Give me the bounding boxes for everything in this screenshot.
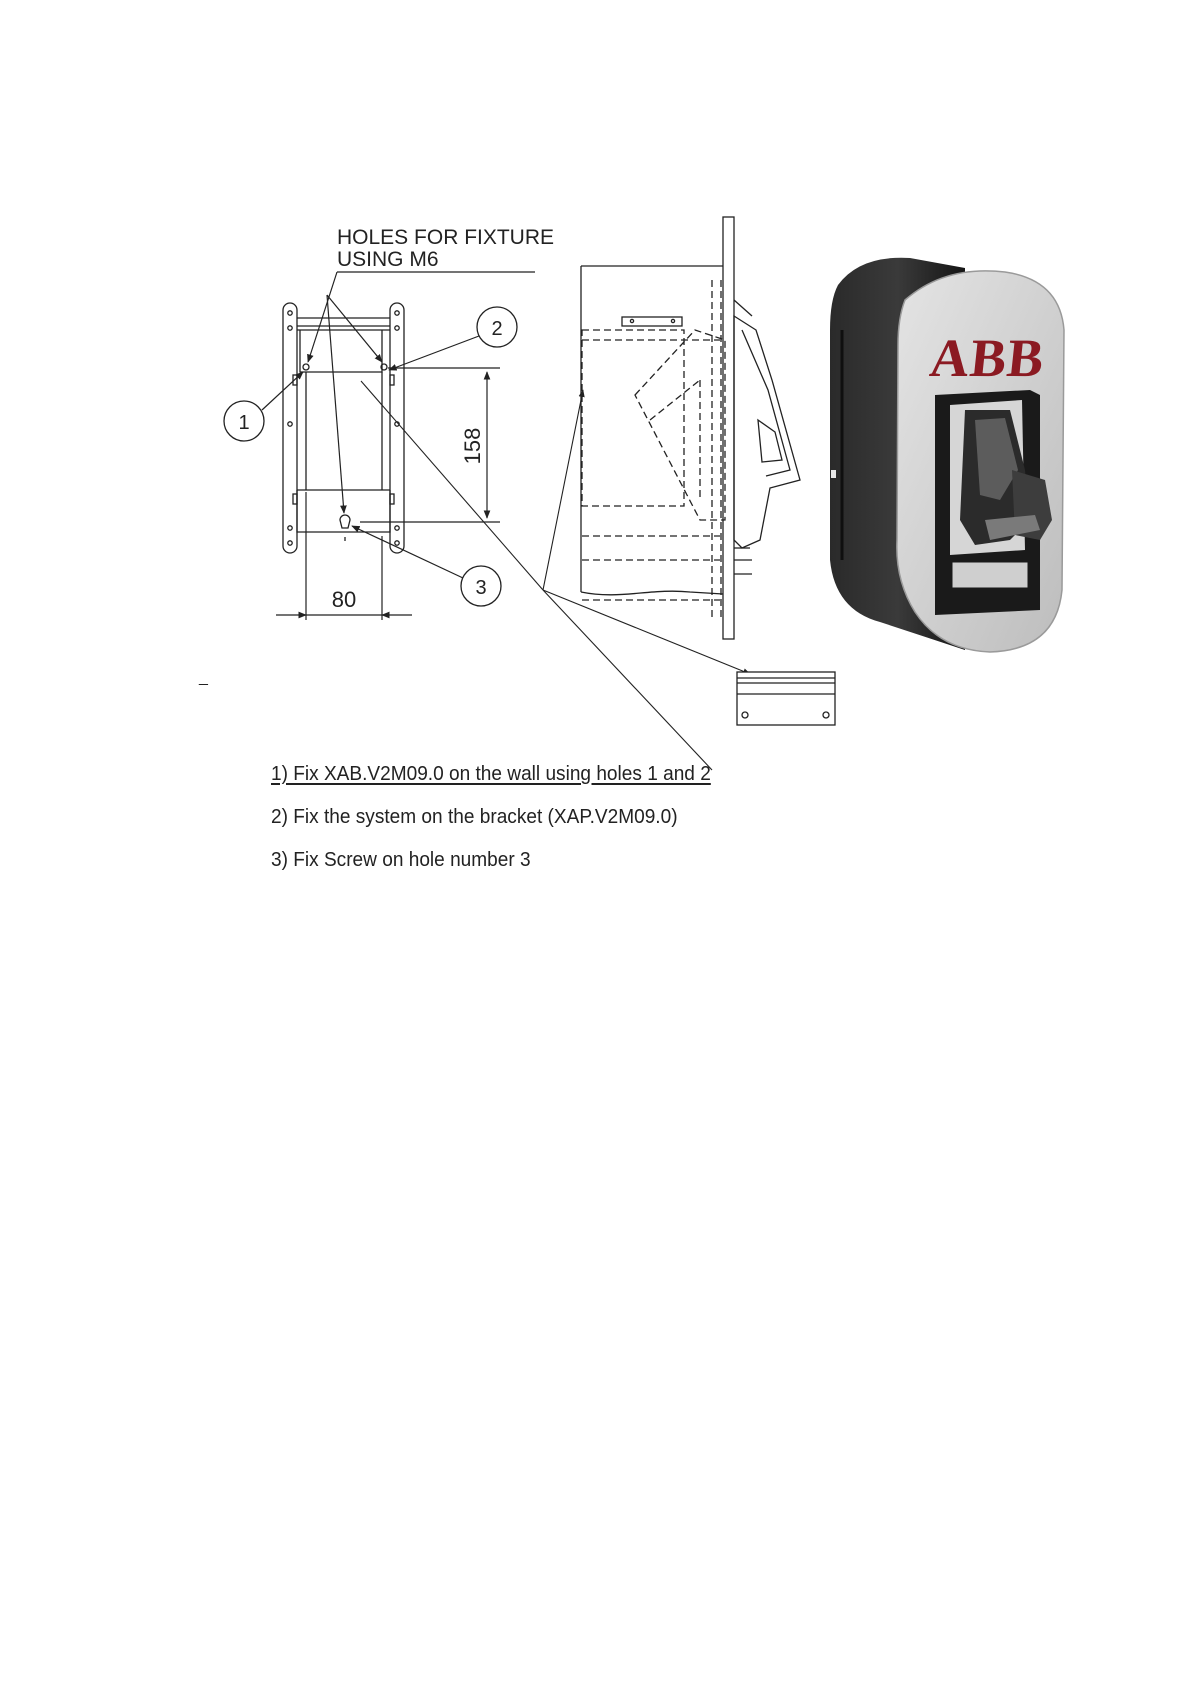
instruction-step-2: 2) Fix the system on the bracket (XAP.V2M09.0) xyxy=(271,805,678,828)
svg-text:2: 2 xyxy=(491,318,503,340)
instruction-list xyxy=(271,752,971,881)
instruction-step-1: 1) Fix XAB.V2M09.0 on the wall using holes 1 and 2 xyxy=(271,762,711,785)
holes-label-line1: HOLES FOR FIXTURE xyxy=(337,226,555,249)
side-section-view xyxy=(581,217,800,639)
holes-label-line2: USING M6 xyxy=(337,248,439,271)
dimension-width-label: 80 xyxy=(331,587,357,612)
callout-2 xyxy=(389,307,517,370)
small-bracket-part xyxy=(737,672,835,725)
svg-text:1: 1 xyxy=(238,412,250,434)
dimension-height-label: 158 xyxy=(460,427,485,465)
callout-1 xyxy=(224,372,303,441)
product-3d-render xyxy=(830,258,1064,652)
instruction-step-3: 3) Fix Screw on hole number 3 xyxy=(271,848,531,871)
svg-text:3: 3 xyxy=(475,577,487,599)
front-view-bracket xyxy=(283,303,404,553)
callout-3 xyxy=(352,526,501,606)
abb-logo: ABB xyxy=(927,328,1048,388)
stray-mark: _ xyxy=(199,669,208,686)
cross-leader-lines xyxy=(361,381,750,770)
